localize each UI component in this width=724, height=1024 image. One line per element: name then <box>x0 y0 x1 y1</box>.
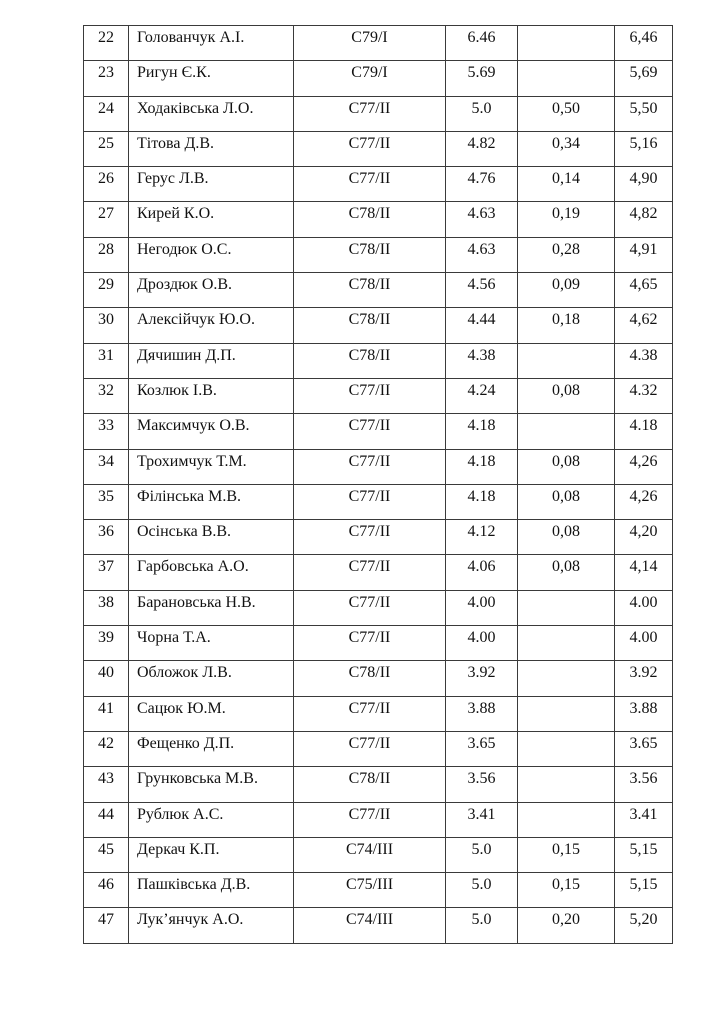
student-name-cell: Кирей К.О. <box>129 202 294 237</box>
row-number-cell: 43 <box>84 767 129 802</box>
total-score-cell: 4.00 <box>615 626 673 661</box>
row-number-cell: 24 <box>84 96 129 131</box>
student-name-cell: Чорна Т.А. <box>129 626 294 661</box>
student-name-cell: Дроздюк О.В. <box>129 273 294 308</box>
student-name-cell: Тітова Д.В. <box>129 131 294 166</box>
student-name-cell: Рублюк А.С. <box>129 802 294 837</box>
bonus-points-cell: 0,08 <box>518 555 615 590</box>
average-score-cell: 4.44 <box>446 308 518 343</box>
average-score-cell: 4.56 <box>446 273 518 308</box>
average-score-cell: 5.0 <box>446 908 518 943</box>
average-score-cell: 4.76 <box>446 167 518 202</box>
bonus-points-cell: 0,50 <box>518 96 615 131</box>
row-number-cell: 33 <box>84 414 129 449</box>
average-score-cell: 4.00 <box>446 626 518 661</box>
group-code-cell: С78/ІІ <box>294 273 446 308</box>
student-name-cell: Максимчук О.В. <box>129 414 294 449</box>
row-number-cell: 41 <box>84 696 129 731</box>
row-number-cell: 45 <box>84 837 129 872</box>
group-code-cell: С77/ІІ <box>294 696 446 731</box>
student-name-cell: Негодюк О.С. <box>129 237 294 272</box>
group-code-cell: С78/ІІ <box>294 308 446 343</box>
student-name-cell: Барановська Н.В. <box>129 590 294 625</box>
group-code-cell: С77/ІІ <box>294 520 446 555</box>
row-number-cell: 22 <box>84 26 129 61</box>
results-table-body <box>84 26 673 944</box>
table-row <box>84 555 673 590</box>
average-score-cell: 4.12 <box>446 520 518 555</box>
row-number-cell: 40 <box>84 661 129 696</box>
bonus-points-cell: 0,28 <box>518 237 615 272</box>
average-score-cell: 3.56 <box>446 767 518 802</box>
group-code-cell: С78/ІІ <box>294 343 446 378</box>
group-code-cell: С77/ІІ <box>294 484 446 519</box>
average-score-cell: 3.92 <box>446 661 518 696</box>
group-code-cell: С74/ІІІ <box>294 908 446 943</box>
student-name-cell: Ходаківська Л.О. <box>129 96 294 131</box>
bonus-points-cell: 0,09 <box>518 273 615 308</box>
bonus-points-cell: 0,34 <box>518 131 615 166</box>
student-name-cell: Фещенко Д.П. <box>129 731 294 766</box>
total-score-cell: 4,62 <box>615 308 673 343</box>
table-row <box>84 26 673 61</box>
table-row <box>84 520 673 555</box>
group-code-cell: С78/ІІ <box>294 202 446 237</box>
bonus-points-cell <box>518 26 615 61</box>
average-score-cell: 3.41 <box>446 802 518 837</box>
total-score-cell: 5,69 <box>615 61 673 96</box>
group-code-cell: С77/ІІ <box>294 731 446 766</box>
group-code-cell: С79/І <box>294 61 446 96</box>
bonus-points-cell <box>518 731 615 766</box>
bonus-points-cell: 0,15 <box>518 837 615 872</box>
student-name-cell: Козлюк І.В. <box>129 378 294 413</box>
student-name-cell: Осінська В.В. <box>129 520 294 555</box>
table-row <box>84 908 673 943</box>
row-number-cell: 27 <box>84 202 129 237</box>
total-score-cell: 5,50 <box>615 96 673 131</box>
group-code-cell: С78/ІІ <box>294 237 446 272</box>
student-name-cell: Гарбовська А.О. <box>129 555 294 590</box>
total-score-cell: 3.41 <box>615 802 673 837</box>
table-row <box>84 414 673 449</box>
row-number-cell: 35 <box>84 484 129 519</box>
total-score-cell: 4,26 <box>615 484 673 519</box>
average-score-cell: 3.65 <box>446 731 518 766</box>
table-row <box>84 61 673 96</box>
group-code-cell: С77/ІІ <box>294 167 446 202</box>
student-name-cell: Дячишин Д.П. <box>129 343 294 378</box>
group-code-cell: С77/ІІ <box>294 131 446 166</box>
row-number-cell: 30 <box>84 308 129 343</box>
bonus-points-cell <box>518 61 615 96</box>
total-score-cell: 5,20 <box>615 908 673 943</box>
total-score-cell: 4.00 <box>615 590 673 625</box>
bonus-points-cell: 0,19 <box>518 202 615 237</box>
table-row <box>84 696 673 731</box>
bonus-points-cell <box>518 626 615 661</box>
average-score-cell: 6.46 <box>446 26 518 61</box>
average-score-cell: 5.0 <box>446 873 518 908</box>
bonus-points-cell: 0,14 <box>518 167 615 202</box>
total-score-cell: 4.32 <box>615 378 673 413</box>
average-score-cell: 3.88 <box>446 696 518 731</box>
student-name-cell: Деркач К.П. <box>129 837 294 872</box>
bonus-points-cell <box>518 696 615 731</box>
bonus-points-cell: 0,08 <box>518 520 615 555</box>
group-code-cell: С77/ІІ <box>294 626 446 661</box>
table-row <box>84 96 673 131</box>
table-row <box>84 378 673 413</box>
student-name-cell: Лук’янчук А.О. <box>129 908 294 943</box>
row-number-cell: 46 <box>84 873 129 908</box>
total-score-cell: 3.88 <box>615 696 673 731</box>
table-row <box>84 837 673 872</box>
bonus-points-cell: 0,08 <box>518 378 615 413</box>
total-score-cell: 5,15 <box>615 837 673 872</box>
results-table <box>83 25 673 944</box>
group-code-cell: С77/ІІ <box>294 449 446 484</box>
total-score-cell: 5,16 <box>615 131 673 166</box>
average-score-cell: 4.24 <box>446 378 518 413</box>
student-name-cell: Герус Л.В. <box>129 167 294 202</box>
table-row <box>84 731 673 766</box>
student-name-cell: Алексійчук Ю.О. <box>129 308 294 343</box>
student-name-cell: Обложок Л.В. <box>129 661 294 696</box>
row-number-cell: 29 <box>84 273 129 308</box>
student-name-cell: Філінська М.В. <box>129 484 294 519</box>
group-code-cell: С74/ІІІ <box>294 837 446 872</box>
average-score-cell: 4.18 <box>446 484 518 519</box>
table-row <box>84 237 673 272</box>
total-score-cell: 4.18 <box>615 414 673 449</box>
bonus-points-cell: 0,20 <box>518 908 615 943</box>
average-score-cell: 5.69 <box>446 61 518 96</box>
row-number-cell: 25 <box>84 131 129 166</box>
bonus-points-cell <box>518 590 615 625</box>
bonus-points-cell <box>518 767 615 802</box>
group-code-cell: С75/ІІІ <box>294 873 446 908</box>
total-score-cell: 4,82 <box>615 202 673 237</box>
table-row <box>84 131 673 166</box>
row-number-cell: 31 <box>84 343 129 378</box>
total-score-cell: 4,90 <box>615 167 673 202</box>
average-score-cell: 4.38 <box>446 343 518 378</box>
group-code-cell: С77/ІІ <box>294 802 446 837</box>
group-code-cell: С77/ІІ <box>294 414 446 449</box>
group-code-cell: С78/ІІ <box>294 661 446 696</box>
total-score-cell: 4,26 <box>615 449 673 484</box>
row-number-cell: 32 <box>84 378 129 413</box>
total-score-cell: 4,91 <box>615 237 673 272</box>
table-row <box>84 484 673 519</box>
row-number-cell: 26 <box>84 167 129 202</box>
bonus-points-cell <box>518 414 615 449</box>
row-number-cell: 39 <box>84 626 129 661</box>
total-score-cell: 5,15 <box>615 873 673 908</box>
row-number-cell: 36 <box>84 520 129 555</box>
average-score-cell: 4.82 <box>446 131 518 166</box>
row-number-cell: 28 <box>84 237 129 272</box>
student-name-cell: Пашківська Д.В. <box>129 873 294 908</box>
bonus-points-cell: 0,18 <box>518 308 615 343</box>
total-score-cell: 4.38 <box>615 343 673 378</box>
bonus-points-cell <box>518 343 615 378</box>
total-score-cell: 6,46 <box>615 26 673 61</box>
row-number-cell: 44 <box>84 802 129 837</box>
average-score-cell: 5.0 <box>446 837 518 872</box>
table-row <box>84 661 673 696</box>
group-code-cell: С77/ІІ <box>294 96 446 131</box>
table-row <box>84 308 673 343</box>
table-row <box>84 590 673 625</box>
table-row <box>84 343 673 378</box>
group-code-cell: С77/ІІ <box>294 378 446 413</box>
bonus-points-cell <box>518 802 615 837</box>
table-row <box>84 167 673 202</box>
total-score-cell: 4,65 <box>615 273 673 308</box>
row-number-cell: 38 <box>84 590 129 625</box>
table-row <box>84 767 673 802</box>
total-score-cell: 3.65 <box>615 731 673 766</box>
row-number-cell: 23 <box>84 61 129 96</box>
table-row <box>84 273 673 308</box>
bonus-points-cell: 0,08 <box>518 449 615 484</box>
average-score-cell: 4.06 <box>446 555 518 590</box>
row-number-cell: 37 <box>84 555 129 590</box>
student-name-cell: Грунковська М.В. <box>129 767 294 802</box>
bonus-points-cell <box>518 661 615 696</box>
table-row <box>84 626 673 661</box>
student-name-cell: Ригун Є.К. <box>129 61 294 96</box>
student-name-cell: Трохимчук Т.М. <box>129 449 294 484</box>
total-score-cell: 3.92 <box>615 661 673 696</box>
bonus-points-cell: 0,08 <box>518 484 615 519</box>
bonus-points-cell: 0,15 <box>518 873 615 908</box>
total-score-cell: 4,20 <box>615 520 673 555</box>
table-row <box>84 873 673 908</box>
table-row <box>84 202 673 237</box>
average-score-cell: 4.00 <box>446 590 518 625</box>
average-score-cell: 4.63 <box>446 202 518 237</box>
average-score-cell: 5.0 <box>446 96 518 131</box>
student-name-cell: Сацюк Ю.М. <box>129 696 294 731</box>
group-code-cell: С78/ІІ <box>294 767 446 802</box>
group-code-cell: С79/І <box>294 26 446 61</box>
row-number-cell: 47 <box>84 908 129 943</box>
average-score-cell: 4.18 <box>446 414 518 449</box>
average-score-cell: 4.63 <box>446 237 518 272</box>
row-number-cell: 34 <box>84 449 129 484</box>
table-row <box>84 802 673 837</box>
group-code-cell: С77/ІІ <box>294 555 446 590</box>
table-row <box>84 449 673 484</box>
row-number-cell: 42 <box>84 731 129 766</box>
total-score-cell: 3.56 <box>615 767 673 802</box>
student-name-cell: Голованчук А.І. <box>129 26 294 61</box>
average-score-cell: 4.18 <box>446 449 518 484</box>
total-score-cell: 4,14 <box>615 555 673 590</box>
group-code-cell: С77/ІІ <box>294 590 446 625</box>
